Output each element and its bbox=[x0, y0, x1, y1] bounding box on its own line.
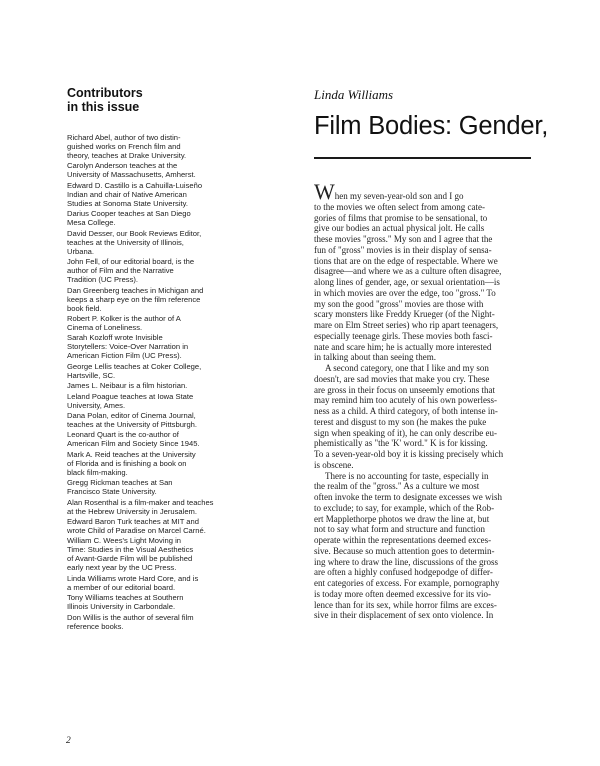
article-line: To a seven-year-old boy it is kissing precisely which bbox=[314, 449, 504, 459]
contributor-line: Edward D. Castillo is a Cahuilla-Luiseño bbox=[67, 180, 203, 190]
contributor-line: James L. Neibaur is a film historian. bbox=[67, 381, 188, 391]
contributors-heading bbox=[67, 86, 279, 114]
contributor-line: John Fell, of our editorial board, is the bbox=[67, 257, 195, 267]
contributor-entry bbox=[67, 133, 279, 160]
contributor-line: University of Massachusetts, Amherst. bbox=[67, 170, 196, 180]
contributors-list bbox=[67, 133, 279, 631]
article-line: to exclude; to say, for example, which of the Rob- bbox=[314, 502, 495, 513]
contributor-line: a member of our editorial board. bbox=[67, 582, 176, 592]
article-paragraph bbox=[314, 363, 532, 471]
contributor-entry bbox=[67, 209, 279, 227]
article-line: lence than for its sex, while horror films are exces- bbox=[314, 599, 497, 610]
contributor-line: wrote Child of Paradise on Marcel Carné. bbox=[67, 525, 206, 535]
article-line: disagree—and where we as a culture often disagree, bbox=[314, 266, 502, 277]
article-line: nate and scare him; he is actually more interested bbox=[314, 341, 492, 352]
article-author: Linda Williams bbox=[314, 87, 394, 102]
contributor-line: Don Willis is the author of several film bbox=[67, 612, 194, 622]
contributor-line: American Fiction Film (UC Press). bbox=[67, 351, 182, 361]
contributors-heading-line2: in this issue bbox=[67, 100, 140, 114]
article-line: sign when speaking of it), he can only describe eu- bbox=[314, 427, 497, 438]
contributor-line: Urbana. bbox=[67, 246, 95, 256]
contributor-line: Illinois University in Carbondale. bbox=[67, 602, 176, 612]
contributor-line: Richard Abel, author of two distin- bbox=[67, 133, 181, 142]
article-line: are gross in their focus on unseemly emotions that bbox=[314, 384, 495, 395]
contributor-line: Sarah Kozloff wrote Invisible bbox=[67, 333, 163, 343]
article-line: the realm of the "gross." As a culture we most bbox=[314, 481, 480, 492]
article-line: gories of films that promise to be sensational, to bbox=[314, 212, 488, 223]
contributor-entry bbox=[67, 613, 279, 631]
article-line: may remind him too acutely of his own powerless- bbox=[314, 395, 497, 406]
contributor-line: William C. Wees's Light Moving in bbox=[67, 536, 181, 546]
contributor-entry bbox=[67, 478, 279, 496]
contributor-line: George Lellis teaches at Coker College, bbox=[67, 361, 202, 371]
contributor-line: David Desser, our Book Reviews Editor, bbox=[67, 228, 202, 238]
first-line bbox=[314, 179, 532, 204]
contributor-line: Storytellers: Voice-Over Narration in bbox=[67, 342, 189, 352]
contributor-line: Hartsville, SC. bbox=[67, 370, 116, 380]
contributor-line: Leonard Quart is the co-author of bbox=[67, 430, 179, 440]
contributor-entry bbox=[67, 450, 279, 477]
article-line: doesn't, are sad movies that make you cry. These bbox=[314, 373, 490, 384]
article-title: Film Bodies: Gender, bbox=[314, 112, 549, 140]
contributor-line: Gregg Rickman teaches at San bbox=[67, 478, 173, 488]
contributor-entry bbox=[67, 392, 279, 410]
article-paragraph bbox=[314, 179, 532, 363]
contributor-line: Dan Greenberg teaches in Michigan and bbox=[67, 285, 204, 295]
contributor-line: at the Hebrew University in Jerusalem. bbox=[67, 506, 197, 516]
article-line: my son the good "gross" movies are those with bbox=[314, 298, 484, 309]
contributor-line: Tradition (UC Press). bbox=[67, 275, 139, 285]
contributor-line: teaches at the University of Pittsburgh. bbox=[67, 419, 198, 429]
article-line: is today more often deemed excessive for its vio- bbox=[314, 588, 491, 599]
contributor-line: Studies at Sonoma State University. bbox=[67, 198, 188, 208]
contributor-entry bbox=[67, 536, 279, 572]
article-line: fun of "gross" movies is in their display of sensa- bbox=[314, 244, 492, 255]
contributor-entry bbox=[67, 257, 279, 284]
contributor-line: of Avant-Garde Film will be published bbox=[67, 554, 193, 564]
contributors-sidebar bbox=[67, 86, 279, 632]
contributor-line: Francisco State University. bbox=[67, 487, 157, 497]
article-line: often invoke the term to designate excesses we wish bbox=[314, 492, 502, 502]
title-rule bbox=[314, 157, 531, 159]
contributor-line: reference books. bbox=[67, 621, 124, 631]
article-line: give our bodies an actual physical jolt. He calls bbox=[314, 223, 485, 234]
contributor-entry bbox=[67, 229, 279, 256]
article-line: in which movies are over the edge, too "gross." To bbox=[314, 287, 496, 298]
article-line: is obscene. bbox=[314, 459, 354, 470]
article-line: ness as a child. A third category, of both intense in- bbox=[314, 406, 498, 416]
contributor-entry bbox=[67, 362, 279, 380]
article-line: operate within the representations deemed exces- bbox=[314, 535, 492, 545]
contributor-line: Time: Studies in the Visual Aesthetics bbox=[67, 545, 194, 555]
contributor-entry bbox=[67, 411, 279, 429]
article-line: to the movies we often select from among cate- bbox=[314, 201, 485, 212]
drop-cap: W bbox=[314, 179, 335, 204]
contributor-entry bbox=[67, 314, 279, 332]
article-paragraph bbox=[314, 471, 532, 622]
contributor-line: book field. bbox=[67, 303, 102, 313]
contributor-line: Leland Poague teaches at Iowa State bbox=[67, 391, 194, 401]
contributor-line: Edward Baron Turk teaches at MIT and bbox=[67, 516, 199, 526]
contributor-line: Darius Cooper teaches at San Diego bbox=[67, 209, 191, 219]
contributor-entry bbox=[67, 286, 279, 313]
article-line: tions that are on the edge of respectable. Where we bbox=[314, 255, 498, 266]
article-line: sive. Because so much attention goes to determin- bbox=[314, 545, 495, 556]
article-line: in talking about than seeing them. bbox=[314, 352, 436, 363]
article-line: along lines of gender, age, or sexual orientation—is bbox=[314, 277, 500, 287]
contributor-line: guished works on French film and bbox=[67, 142, 181, 152]
article-line: especially teenage girls. These movies both fasci- bbox=[314, 330, 493, 341]
contributor-entry bbox=[67, 498, 279, 516]
contributor-line: teaches at the University of Illinois, bbox=[67, 237, 184, 247]
contributor-line: Carolyn Anderson teaches at the bbox=[67, 161, 178, 171]
contributor-line: Linda Williams wrote Hard Core, and is bbox=[67, 573, 199, 583]
contributor-entry bbox=[67, 593, 279, 611]
article-line: A second category, one that I like and my son bbox=[325, 363, 489, 373]
article-line: phemistically as "the 'K' word." K is for kissing. bbox=[314, 438, 488, 449]
contributor-line: Mesa College. bbox=[67, 218, 116, 228]
contributor-entry bbox=[67, 161, 279, 179]
contributor-entry bbox=[67, 574, 279, 592]
contributor-line: University, Ames. bbox=[67, 400, 126, 410]
page-number: 2 bbox=[66, 736, 71, 746]
article-line: ing where to draw the line, discussions of the gross bbox=[314, 556, 498, 567]
contributor-line: Dana Polan, editor of Cinema Journal, bbox=[67, 410, 196, 420]
article-line: hen my seven-year-old son and I go bbox=[334, 191, 464, 201]
contributor-line: black film-making. bbox=[67, 467, 128, 477]
article-line: these movies "gross." My son and I agree that the bbox=[314, 234, 493, 244]
article-line: mare on Elm Street series) who rip apart teenagers, bbox=[314, 320, 499, 330]
contributor-line: author of Film and the Narrative bbox=[67, 266, 174, 276]
contributor-line: Cinema of Loneliness. bbox=[67, 323, 143, 333]
contributor-line: Tony Williams teaches at Southern bbox=[67, 593, 184, 603]
contributor-line: theory, teaches at Drake University. bbox=[67, 151, 187, 161]
article-line: There is no accounting for taste, especially in bbox=[325, 470, 489, 481]
article-line: sive in their displacement of sex onto violence. In bbox=[314, 610, 494, 621]
article-line: ent categories of excess. For example, pornography bbox=[314, 578, 500, 588]
contributor-line: Mark A. Reid teaches at the University bbox=[67, 449, 196, 459]
contributor-line: Alan Rosenthal is a film-maker and teaches bbox=[67, 497, 214, 507]
contributors-heading-line1: Contributors bbox=[67, 86, 143, 100]
contributor-entry bbox=[67, 430, 279, 448]
contributor-line: early next year by the UC Press. bbox=[67, 563, 177, 573]
contributor-entry bbox=[67, 181, 279, 208]
article-line: ert Mapplethorpe photos we draw the line at, but bbox=[314, 513, 490, 524]
contributor-line: keeps a sharp eye on the film reference bbox=[67, 294, 201, 304]
contributor-entry bbox=[67, 333, 279, 360]
contributor-line: Robert P. Kolker is the author of A bbox=[67, 313, 181, 323]
article-line: are often a highly confused hodgepodge of differ- bbox=[314, 567, 493, 578]
contributor-line: American Film and Society Since 1945. bbox=[67, 439, 200, 449]
contributor-entry bbox=[67, 517, 279, 535]
contributor-line: Indian and chair of Native American bbox=[67, 189, 187, 199]
article-body bbox=[314, 179, 532, 621]
article-line: scary monsters like Freddy Krueger (of the Night- bbox=[314, 309, 495, 320]
article-line: not to say what form and structure and function bbox=[314, 524, 485, 535]
contributor-entry bbox=[67, 381, 279, 390]
article-line: terest and disgust to my son (he makes the puke bbox=[314, 416, 487, 427]
contributor-line: of Florida and is finishing a book on bbox=[67, 458, 187, 468]
